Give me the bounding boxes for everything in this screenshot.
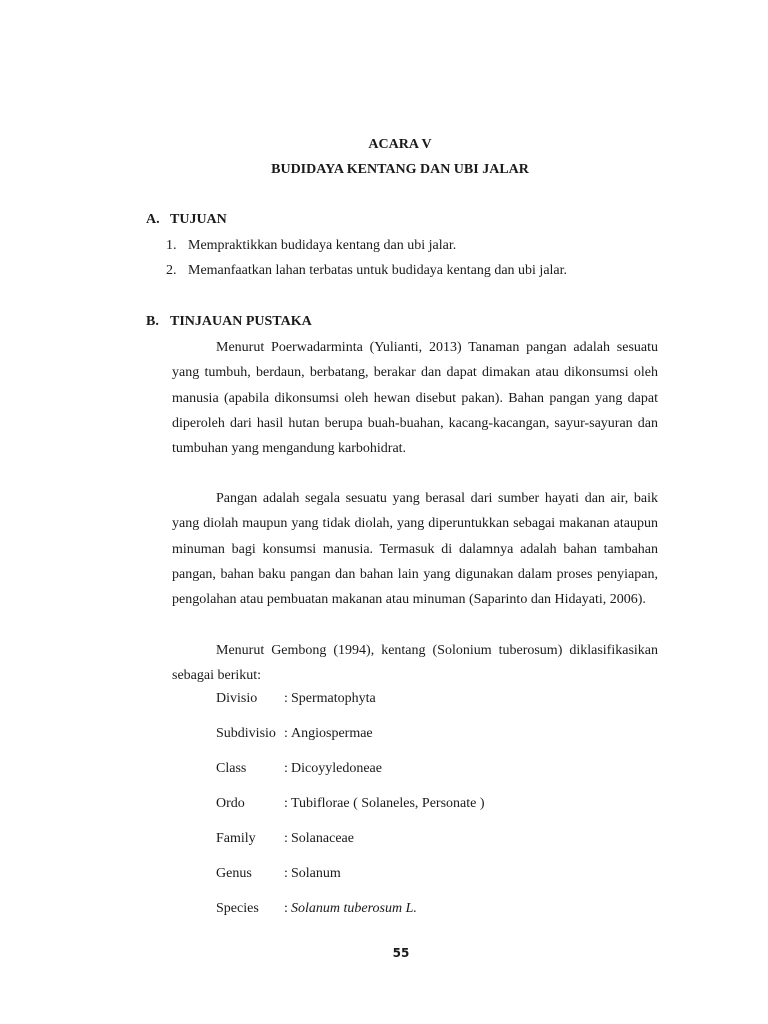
classification-row [216,831,354,847]
classification-separator: : [284,866,288,881]
classification-value: Solanum tuberosum L. [291,901,417,916]
classification-label: Genus [216,866,252,881]
classification-value: Spermatophyta [291,691,376,706]
classification-row [216,901,417,917]
paragraph: Menurut Poerwadarminta (Yulianti, 2013) Tanaman pangan adalah sesuatu yang tumbuh, berdaun, berbatang, berakar dan dapat dimakan atau dikonsumsi oleh manusia (apabila dikonsumsi oleh hewan disebut pakan). Bahan pangan yang dapat diperoleh dari hasil hutan berupa buah-buahan, kacang-kacangan, sayur-sayuran dan tumbuhan yang mengandung karbohidrat. [172,340,658,457]
classification-value: Tubiflorae ( Solaneles, Personate ) [291,796,485,811]
section-b-title: TINJAUAN PUSTAKA [170,314,312,329]
section-a-number: A. [146,212,160,227]
objective-text: Mempraktikkan budidaya kentang dan ubi jalar. [188,238,457,253]
classification-value: Angiospermae [291,726,373,741]
classification-row [216,726,373,742]
classification-row [216,691,376,707]
classification-row [216,796,485,812]
objective-number: 2. [166,263,177,278]
classification-separator: : [284,831,288,846]
section-b-heading [146,314,312,330]
classification-label: Subdivisio [216,726,276,741]
classification-label: Divisio [216,691,258,706]
classification-label: Family [216,831,256,846]
classification-separator: : [284,726,288,741]
page-number: 55 [392,946,410,960]
classification-row [216,761,382,777]
objective-number: 1. [166,238,177,253]
paragraph: Pangan adalah segala sesuatu yang berasal dari sumber hayati dan air, baik yang diolah maupun yang tidak diolah, yang diperuntukkan sebagai makanan ataupun minuman bagi konsumsi manusia. Termasuk di dalamnya adalah bahan tambahan pangan, bahan baku pangan dan bahan lain yang digunakan dalam proses penyiapan, pengolahan atau pembuatan makanan atau minuman (Saparinto dan Hidayati, 2006). [172,491,658,608]
classification-value: Solanum [291,866,341,881]
section-b-number: B. [146,314,159,329]
classification-label: Class [216,761,247,776]
section-a-title: TUJUAN [170,212,227,227]
chapter-title: ACARA V [368,137,432,152]
classification-label: Species [216,901,259,916]
classification-separator: : [284,761,288,776]
objective-item [166,238,456,254]
classification-separator: : [284,691,288,706]
classification-row [216,866,341,882]
paragraph: Menurut Gembong (1994), kentang (Solonium tuberosum) diklasifikasikan sebagai berikut: [172,643,658,684]
classification-value: Dicoyyledoneae [291,761,382,776]
section-a-heading [146,212,227,228]
classification-separator: : [284,901,288,916]
classification-separator: : [284,796,288,811]
chapter-subtitle: BUDIDAYA KENTANG DAN UBI JALAR [271,162,529,177]
objective-item [166,263,567,279]
classification-value: Solanaceae [291,831,354,846]
objective-text: Memanfaatkan lahan terbatas untuk budidaya kentang dan ubi jalar. [188,263,568,278]
classification-label: Ordo [216,796,245,811]
